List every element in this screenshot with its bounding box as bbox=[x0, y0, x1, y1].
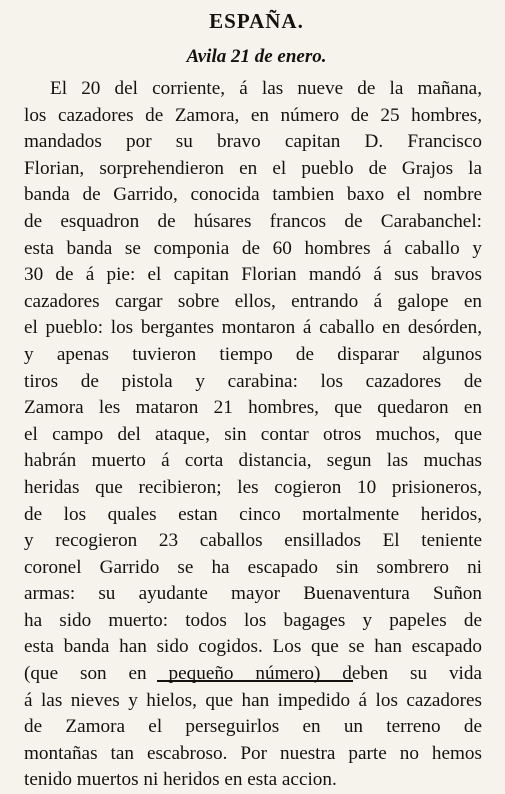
article-line: y recogieron 23 caballos ensillados El teniente bbox=[24, 530, 482, 552]
article-line: montañas tan escabroso. Por nuestra parte no hemos bbox=[24, 742, 482, 764]
article-line: coronel Garrido se ha escapado sin sombrero ni bbox=[24, 556, 482, 578]
closing-rule bbox=[157, 680, 353, 682]
article-line: de Zamora el perseguirlos en un terreno de bbox=[24, 716, 482, 738]
article-line: esta banda se componia de 60 hombres á caballo y bbox=[24, 237, 482, 259]
article-line: (que son en pequeño número) deben su vida bbox=[24, 663, 482, 685]
article-line: y apenas tuvieron tiempo de disparar algunos bbox=[24, 343, 482, 365]
article-line: los cazadores de Zamora, en número de 25 hombres, bbox=[24, 104, 482, 126]
article-line: banda de Garrido, conocida tambien baxo el nombre bbox=[24, 184, 482, 206]
article-line: esta banda han sido cogidos. Los que se han escapado bbox=[24, 636, 482, 658]
article-line: de los quales estan cinco mortalmente heridos, bbox=[24, 503, 482, 525]
article-line: á las nieves y hielos, que han impedido á los cazadores bbox=[24, 689, 482, 711]
article-line: ha sido muerto: todos los bagages y papeles de bbox=[24, 609, 482, 631]
article-line: el pueblo: los bergantes montaron á caballo en desórden, bbox=[24, 317, 482, 339]
article-line: Florian, sorprehendieron en el pueblo de Grajos la bbox=[24, 157, 482, 179]
article-line: mandados por su bravo capitan D. Francisco bbox=[24, 131, 482, 153]
article-line: heridas que recibieron; les cogieron 10 prisioneros, bbox=[24, 476, 482, 498]
article-body bbox=[24, 76, 489, 794]
article-line: tenido muertos ni heridos en esta accion. bbox=[24, 769, 337, 791]
article-line: de esquadron de húsares francos de Carabanchel: bbox=[24, 210, 482, 232]
article-line: el campo del ataque, sin contar otros muchos, que bbox=[24, 423, 482, 445]
section-title: ESPAÑA. bbox=[209, 9, 304, 33]
article-line: Zamora les mataron 21 hombres, que quedaron en bbox=[24, 397, 482, 419]
dateline: Avila 21 de enero. bbox=[186, 46, 327, 67]
article-line: El 20 del corriente, á las nueve de la mañana, bbox=[50, 78, 482, 99]
article-line: armas: su ayudante mayor Buenaventura Suñon bbox=[24, 583, 482, 605]
article-line: cazadores cargar sobre ellos, entrando á galope en bbox=[24, 290, 482, 312]
article-line: tiros de pistola y carabina: los cazadores de bbox=[24, 370, 482, 392]
article-line: 30 de á pie: el capitan Florian mandó á sus bravos bbox=[24, 264, 482, 286]
article-line: habrán muerto á corta distancia, segun las muchas bbox=[24, 450, 482, 472]
